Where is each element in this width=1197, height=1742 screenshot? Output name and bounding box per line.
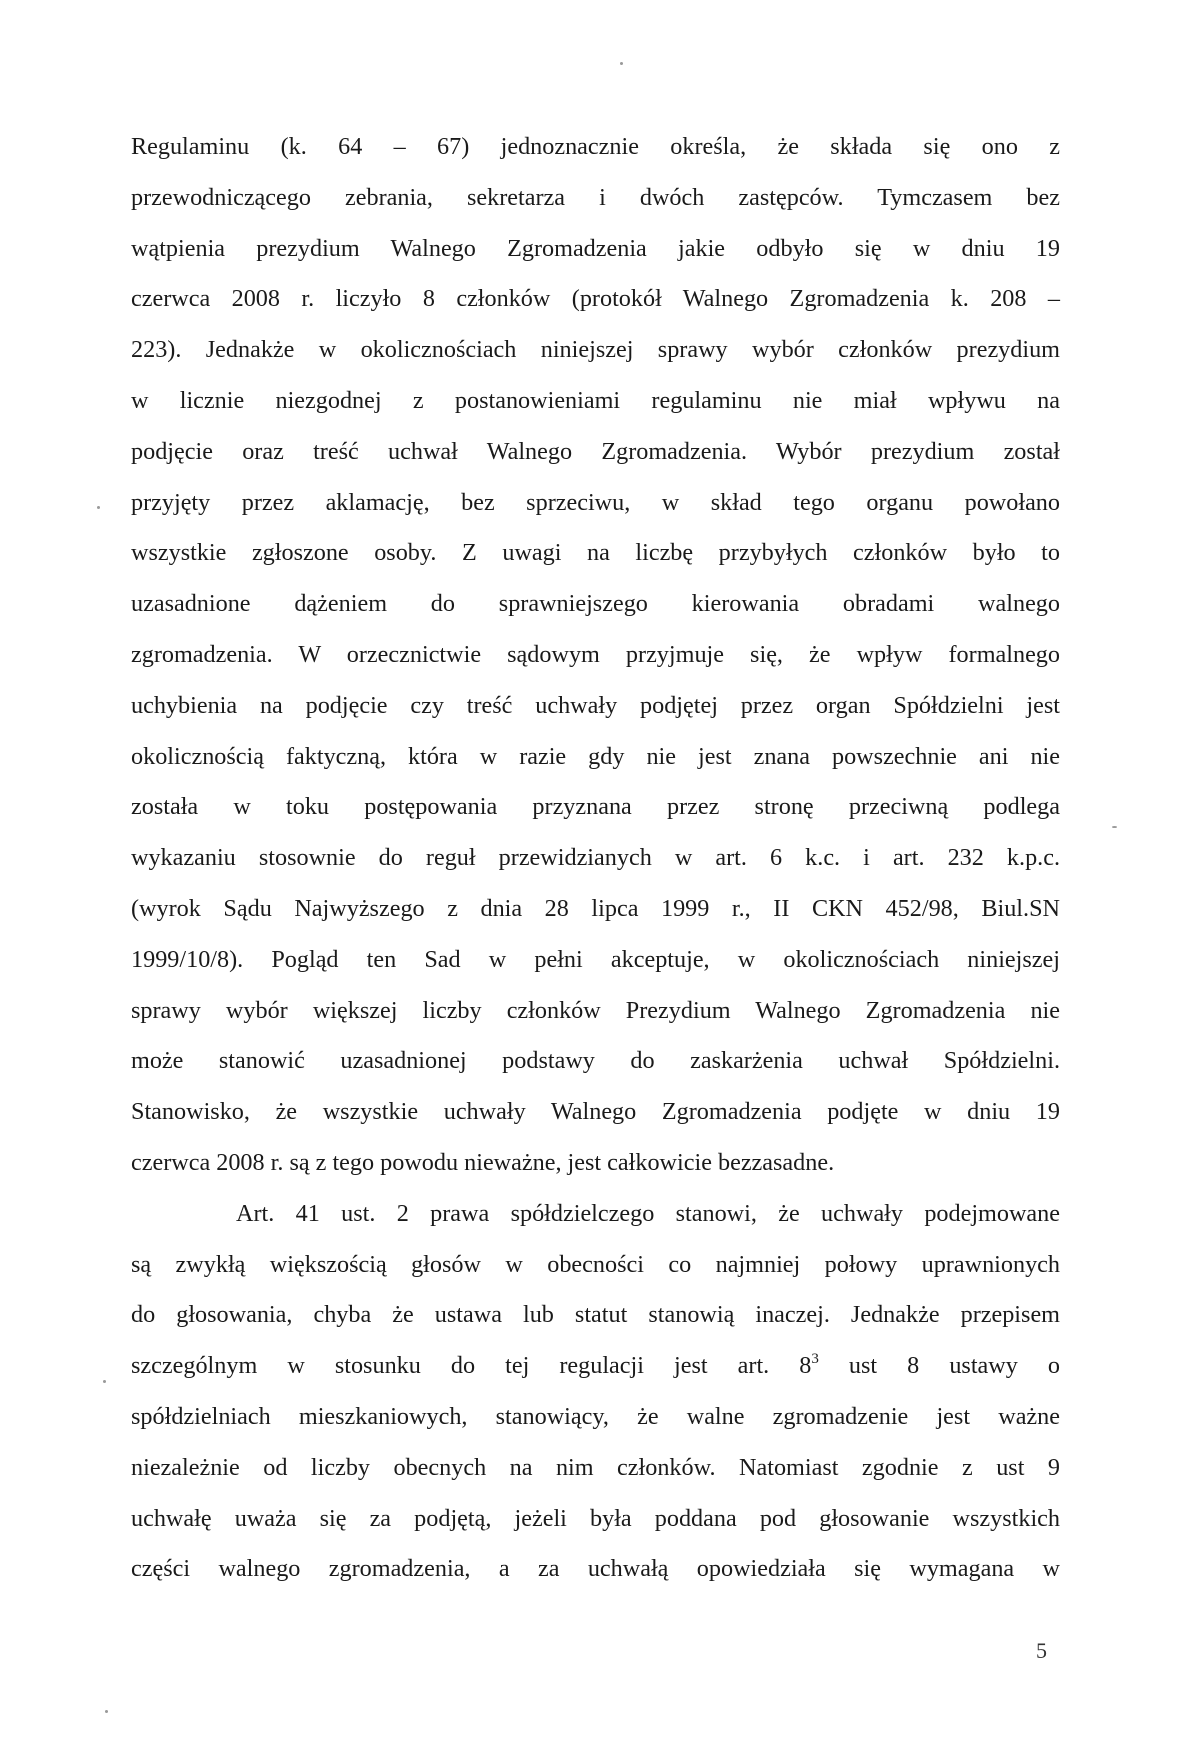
text-line: w licznie niezgodnej z postanowieniami regulaminu nie miał wpływu na (131, 386, 1060, 414)
text-line: 223). Jednakże w okolicznościach niniejszej sprawy wybór członków prezydium (131, 336, 1060, 364)
text-line: do głosowania, chyba że ustawa lub statut stanowią inaczej. Jednakże przepisem (131, 1301, 1060, 1329)
text-line: została w toku postępowania przyznana przez stronę przeciwną podlega (131, 793, 1060, 821)
text-fragment: szczególnym w stosunku do tej regulacji jest art. 8 (131, 1352, 812, 1380)
scan-speck (105, 1710, 108, 1713)
text-line: czerwca 2008 r. liczyło 8 członków (protokół Walnego Zgromadzenia k. 208 – (131, 285, 1060, 313)
document-body (131, 122, 1060, 1595)
text-line: zgromadzenia. W orzecznictwie sądowym przyjmuje się, że wpływ formalnego (131, 640, 1060, 668)
text-line: sprawy wybór większej liczby członków Prezydium Walnego Zgromadzenia nie (131, 996, 1060, 1024)
text-line: może stanowić uzasadnionej podstawy do zaskarżenia uchwał Spółdzielni. (131, 1047, 1060, 1075)
text-line: są zwykłą większością głosów w obecności co najmniej połowy uprawnionych (131, 1250, 1060, 1278)
scan-speck (620, 62, 623, 65)
text-line: 1999/10/8). Pogląd ten Sad w pełni akceptuje, w okolicznościach niniejszej (131, 945, 1060, 973)
text-line: spółdzielniach mieszkaniowych, stanowiący, że walne zgromadzenie jest ważne (131, 1402, 1060, 1430)
text-line: uzasadnione dążeniem do sprawniejszego kierowania obradami walnego (131, 590, 1060, 618)
page-number: 5 (1036, 1638, 1047, 1663)
paragraph-1 (131, 122, 1060, 1189)
text-line: podjęcie oraz treść uchwał Walnego Zgromadzenia. Wybór prezydium został (131, 437, 1060, 465)
scan-speck (97, 506, 100, 509)
text-line: przewodniczącego zebrania, sekretarza i dwóch zastępców. Tymczasem bez (131, 183, 1060, 211)
superscript: 3 (811, 1351, 819, 1368)
text-line-with-superscript (131, 1341, 1060, 1392)
text-line: wykazaniu stosownie do reguł przewidzianych w art. 6 k.c. i art. 232 k.p.c. (131, 844, 1060, 872)
text-line: wątpienia prezydium Walnego Zgromadzenia jakie odbyło się w dniu 19 (131, 234, 1060, 262)
text-line: części walnego zgromadzenia, a za uchwałą opowiedziała się wymagana w (131, 1555, 1060, 1583)
text-fragment: ust 8 ustawy o (818, 1352, 1060, 1380)
text-line: uchwałę uważa się za podjętą, jeżeli była poddana pod głosowanie wszystkich (131, 1504, 1060, 1532)
text-line: (wyrok Sądu Najwyższego z dnia 28 lipca 1999 r., II CKN 452/98, Biul.SN (131, 894, 1060, 922)
text-line: czerwca 2008 r. są z tego powodu nieważne, jest całkowicie bezzasadne. (131, 1148, 835, 1176)
text-line: Stanowisko, że wszystkie uchwały Walnego Zgromadzenia podjęte w dniu 19 (131, 1098, 1060, 1126)
text-line: Regulaminu (k. 64 – 67) jednoznacznie określa, że składa się ono z (131, 133, 1060, 160)
text-line: uchybienia na podjęcie czy treść uchwały podjętej przez organ Spółdzielni jest (131, 691, 1060, 719)
paragraph-2 (131, 1189, 1060, 1595)
text-line: przyjęty przez aklamację, bez sprzeciwu, w skład tego organu powołano (131, 488, 1060, 516)
text-line: Art. 41 ust. 2 prawa spółdzielczego stanowi, że uchwały podejmowane (236, 1199, 1060, 1227)
scan-speck (1112, 826, 1117, 828)
text-line: niezależnie od liczby obecnych na nim członków. Natomiast zgodnie z ust 9 (131, 1453, 1060, 1481)
text-line: okolicznością faktyczną, która w razie gdy nie jest znana powszechnie ani nie (131, 742, 1060, 770)
text-line: wszystkie zgłoszone osoby. Z uwagi na liczbę przybyłych członków było to (131, 539, 1060, 567)
scan-speck (103, 1380, 106, 1383)
